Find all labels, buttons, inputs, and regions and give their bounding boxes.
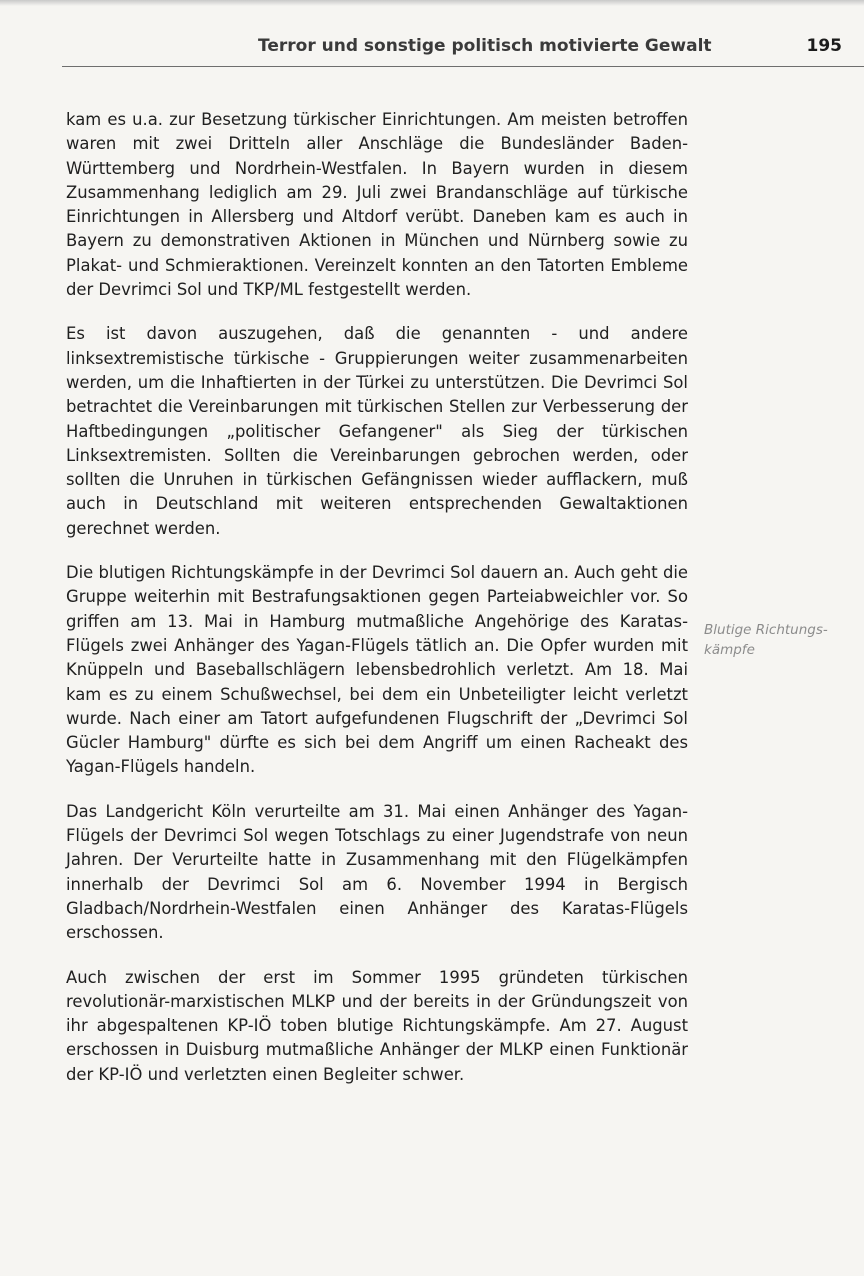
- running-header: [0, 36, 864, 66]
- paragraph-3: Die blutigen Richtungskämpfe in der Devrimci Sol dauern an. Auch geht die Gruppe weiterhin mit Bestrafungsaktionen gegen Parteiabweichler vor. So griffen am 13. Mai in Hamburg mutmaßliche Angehörige des Karatas-Flügels zwei Anhänger des Yagan-Flügels tätlich an. Die Opfer wurden mit Knüppeln und Baseballschlägern lebensbedrohlich verletzt. Am 18. Mai kam es zu einem Schußwechsel, bei dem ein Unbeteiligter leicht verletzt wurde. Nach einer am Tatort aufgefundenen Flugschrift der „Devrimci Sol Gücler Hamburg" dürfte es sich bei dem Angriff um einen Racheakt des Yagan-Flügels handeln.: [66, 563, 688, 777]
- margin-note-text: Blutige Richtungs- kämpfe: [704, 622, 828, 658]
- body-text: [66, 108, 688, 1107]
- header-rule: [62, 66, 864, 67]
- margin-note: [704, 620, 854, 660]
- page-number: 195: [806, 36, 842, 56]
- page-top-edge: [0, 0, 864, 6]
- paragraph-2: Es ist davon auszugehen, daß die genannten - und andere linksextremistische türkische - Gruppierungen weiter zusammenarbeiten werden, um die Inhaftierten in der Türkei zu unterstützen. Die Devrimci Sol betrachtet die Vereinbarungen mit türkischen Stellen zur Verbesserung der Haftbedingungen „politischer Gefangener" als Sieg der türkischen Linksextremisten. Sollten die Vereinbarungen gebrochen werden, oder sollten die Unruhen in türkischen Gefängnissen wieder aufflackern, muß auch in Deutschland mit weiteren entsprechenden Gewaltaktionen gerechnet werden.: [66, 324, 688, 538]
- paragraph-4: Das Landgericht Köln verurteilte am 31. Mai einen Anhänger des Yagan-Flügels der Devrimci Sol wegen Totschlags zu einer Jugendstrafe von neun Jahren. Der Verurteilte hatte in Zusammenhang mit den Flügelkämpfen innerhalb der Devrimci Sol am 6. November 1994 in Bergisch Gladbach/Nordrhein-Westfalen einen Anhänger des Karatas-Flügels erschossen.: [66, 801, 688, 943]
- paragraph-1: kam es u.a. zur Besetzung türkischer Einrichtungen. Am meisten betroffen waren mit zwei Dritteln aller Anschläge die Bundesländer Baden-Württemberg und Nordrhein-Westfalen. In Bayern wurden in diesem Zusammenhang lediglich am 29. Juli zwei Brandanschläge auf türkische Einrichtungen in Allersberg und Altdorf verübt. Daneben kam es auch in Bayern zu demonstrativen Aktionen in München und Nürnberg sowie zu Plakat- und Schmieraktionen. Vereinzelt konnten an den Tatorten Embleme der Devrimci Sol und TKP/ML festgestellt werden.: [66, 110, 688, 300]
- running-title: Terror und sonstige politisch motivierte Gewalt: [258, 36, 712, 56]
- paragraph-5: Auch zwischen der erst im Sommer 1995 gründeten türkischen revolutionär-marxistischen MLKP und der bereits in der Gründungszeit von ihr abgespaltenen KP-IÖ toben blutige Richtungskämpfe. Am 27. August erschossen in Duisburg mutmaßliche Anhänger der MLKP einen Funktionär der KP-IÖ und verletzten einen Begleiter schwer.: [66, 967, 688, 1084]
